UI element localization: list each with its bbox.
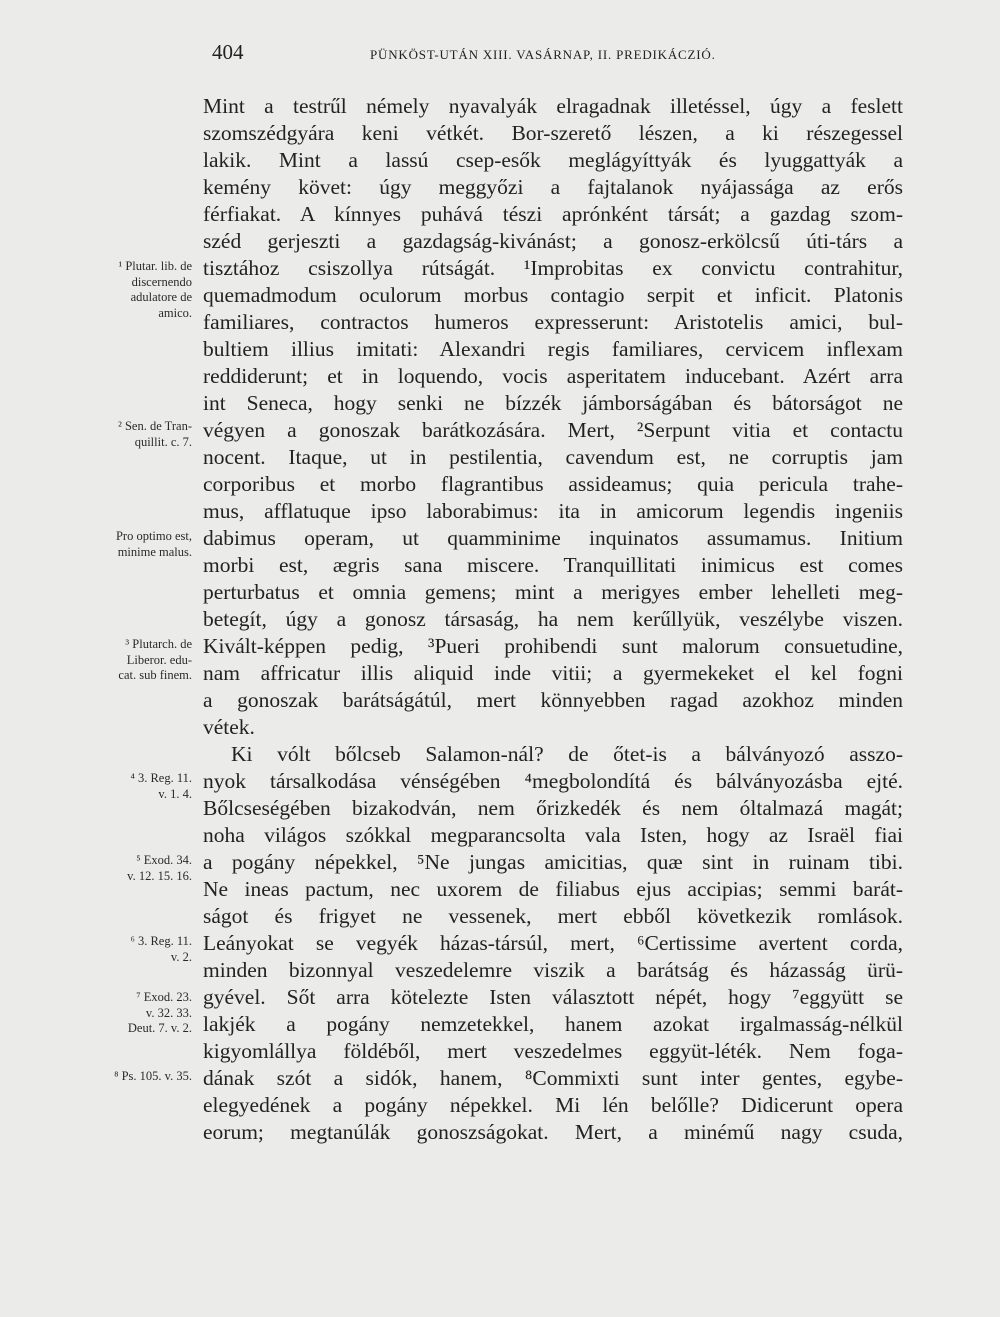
text-line: végyen a gonoszak barátkozására. Mert, ²Serpunt vitia et contactu	[203, 418, 903, 442]
text-line: szomszédgyára keni vétkét. Bor-szerető lészen, a ki részegessel	[203, 121, 903, 145]
running-head: PÜNKÖST-UTÁN XIII. VASÁRNAP, II. PREDIKÁCZIÓ.	[370, 47, 716, 62]
margin-note: ⁵ Exod. 34. v. 12. 15. 16.	[127, 853, 192, 883]
text-line: nocent. Itaque, ut in pestilentia, cavendum est, ne corruptis jam	[203, 445, 903, 469]
margin-note: ² Sen. de Tran- quillit. c. 7.	[118, 419, 192, 449]
text-line: lakik. Mint a lassú csep-esők meglágyíttyák és lyuggattyák a	[203, 148, 903, 172]
text-line: vétek.	[203, 715, 255, 739]
margin-note: ³ Plutarch. de Liberor. edu- cat. sub finem.	[118, 637, 192, 682]
margin-note: ⁸ Ps. 105. v. 35.	[114, 1069, 192, 1083]
text-line: dabimus operam, ut quamminime inquinatos assumamus. Initium	[203, 526, 903, 550]
text-line: kemény követ: úgy meggyőzi a fajtalanok nyájassága az erős	[203, 175, 903, 199]
text-line: perturbatus et omnia gemens; mint a merigyes ember lehelleti meg-	[203, 580, 903, 604]
text-line: betegít, úgy a gonosz társaság, ha nem kerűllyük, veszélybe viszen.	[203, 607, 903, 631]
margin-note: ⁴ 3. Reg. 11. v. 1. 4.	[130, 771, 192, 801]
text-line: kigyomlállya földéből, mert veszedelmes eggyüt-léték. Nem foga-	[203, 1039, 903, 1063]
text-line: dának szót a sidók, hanem, ⁸Commixti sunt inter gentes, egybe-	[203, 1066, 903, 1090]
margin-note: ⁷ Exod. 23. v. 32. 33. Deut. 7. v. 2.	[127, 990, 192, 1035]
text-line: corporibus et morbo flagrantibus assideamus; quia pericula trahe-	[203, 472, 903, 496]
margin-note: Pro optimo est, minime malus.	[115, 529, 192, 559]
text-line: bultiem illius imitati: Alexandri regis familiares, cervicem inflexam	[203, 337, 903, 361]
text-line: lakjék a pogány nemzetekkel, hanem azokat irgalmasság-nélkül	[203, 1012, 903, 1036]
text-line: Kivált-képpen pedig, ³Pueri prohibendi sunt malorum consuetudine,	[203, 634, 903, 658]
text-line: mus, afflatuque ipso laborabimus: ita in amicorum legendis ingeniis	[203, 499, 903, 523]
text-line: nam affricatur illis aliquid inde vitii; a gyermekeket el kel fogni	[203, 661, 903, 685]
text-line: gyével. Sőt arra kötelezte Isten választott népét, hogy ⁷eggyütt se	[203, 985, 903, 1009]
margin-note: ¹ Plutar. lib. de discernendo adulatore de amico.	[118, 259, 192, 320]
text-line: Mint a testrűl némely nyavalyák elragadnak illetéssel, úgy a feslett	[203, 94, 903, 118]
text-line: morbi est, ægris sana miscere. Tranquillitati inimicus est comes	[203, 553, 903, 577]
text-line: nyok társalkodása vénségében ⁴megbolondítá és bálványozásba ejté.	[203, 769, 903, 793]
text-line: tisztához csiszollya rútságát. ¹Improbitas ex convictu contrahitur,	[203, 256, 903, 280]
text-line: a pogány népekkel, ⁵Ne jungas amicitias, quæ sint in ruinam tibi.	[203, 850, 903, 874]
text-line: Bőlcseségében bizakodván, nem őrizkedék és nem óltalmazá magát;	[203, 796, 903, 820]
text-line: Ki vólt bőlcseb Salamon-nál? de őtet-is a bálványozó asszo-	[231, 742, 903, 766]
text-line: Ne ineas pactum, nec uxorem de filiabus ejus accipias; semmi barát-	[203, 877, 903, 901]
page-number: 404	[212, 40, 244, 64]
text-line: int Seneca, hogy senki ne bízzék jámborságában és bátorságot ne	[203, 391, 903, 415]
text-line: ságot és frigyet ne vessenek, mert ebből következik romlások.	[203, 904, 903, 928]
text-line: noha világos szókkal megparancsolta vala Isten, hogy az Israël fiai	[203, 823, 903, 847]
text-line: Leányokat se vegyék házas-társúl, mert, ⁶Certissime avertent corda,	[203, 931, 903, 955]
text-line: eorum; megtanúlák gonoszságokat. Mert, a minémű nagy csuda,	[203, 1120, 903, 1144]
text-line: széd gerjeszti a gazdagság-kivánást; a gonosz-erkölcsű úti-társ a	[203, 229, 903, 253]
margin-note: ⁶ 3. Reg. 11. v. 2.	[130, 934, 192, 964]
page-header	[0, 40, 1000, 70]
text-line: férfiakat. A kínnyes puhává tészi aprónként társát; a gazdag szom-	[203, 202, 903, 226]
text-line: familiares, contractos humeros expresserunt: Aristotelis amici, bul-	[203, 310, 903, 334]
text-line: a gonoszak barátságátúl, mert könnyebben ragad azokhoz minden	[203, 688, 903, 712]
text-line: minden bizonnyal veszedelemre viszik a barátság és házasság ürü-	[203, 958, 903, 982]
text-line: reddiderunt; et in loquendo, vocis asperitatem inducebant. Azért arra	[203, 364, 903, 388]
text-line: quemadmodum oculorum morbus contagio serpit et inficit. Platonis	[203, 283, 903, 307]
text-line: elegyedének a pogány népekkel. Mi lén belőlle? Didicerunt opera	[203, 1093, 903, 1117]
